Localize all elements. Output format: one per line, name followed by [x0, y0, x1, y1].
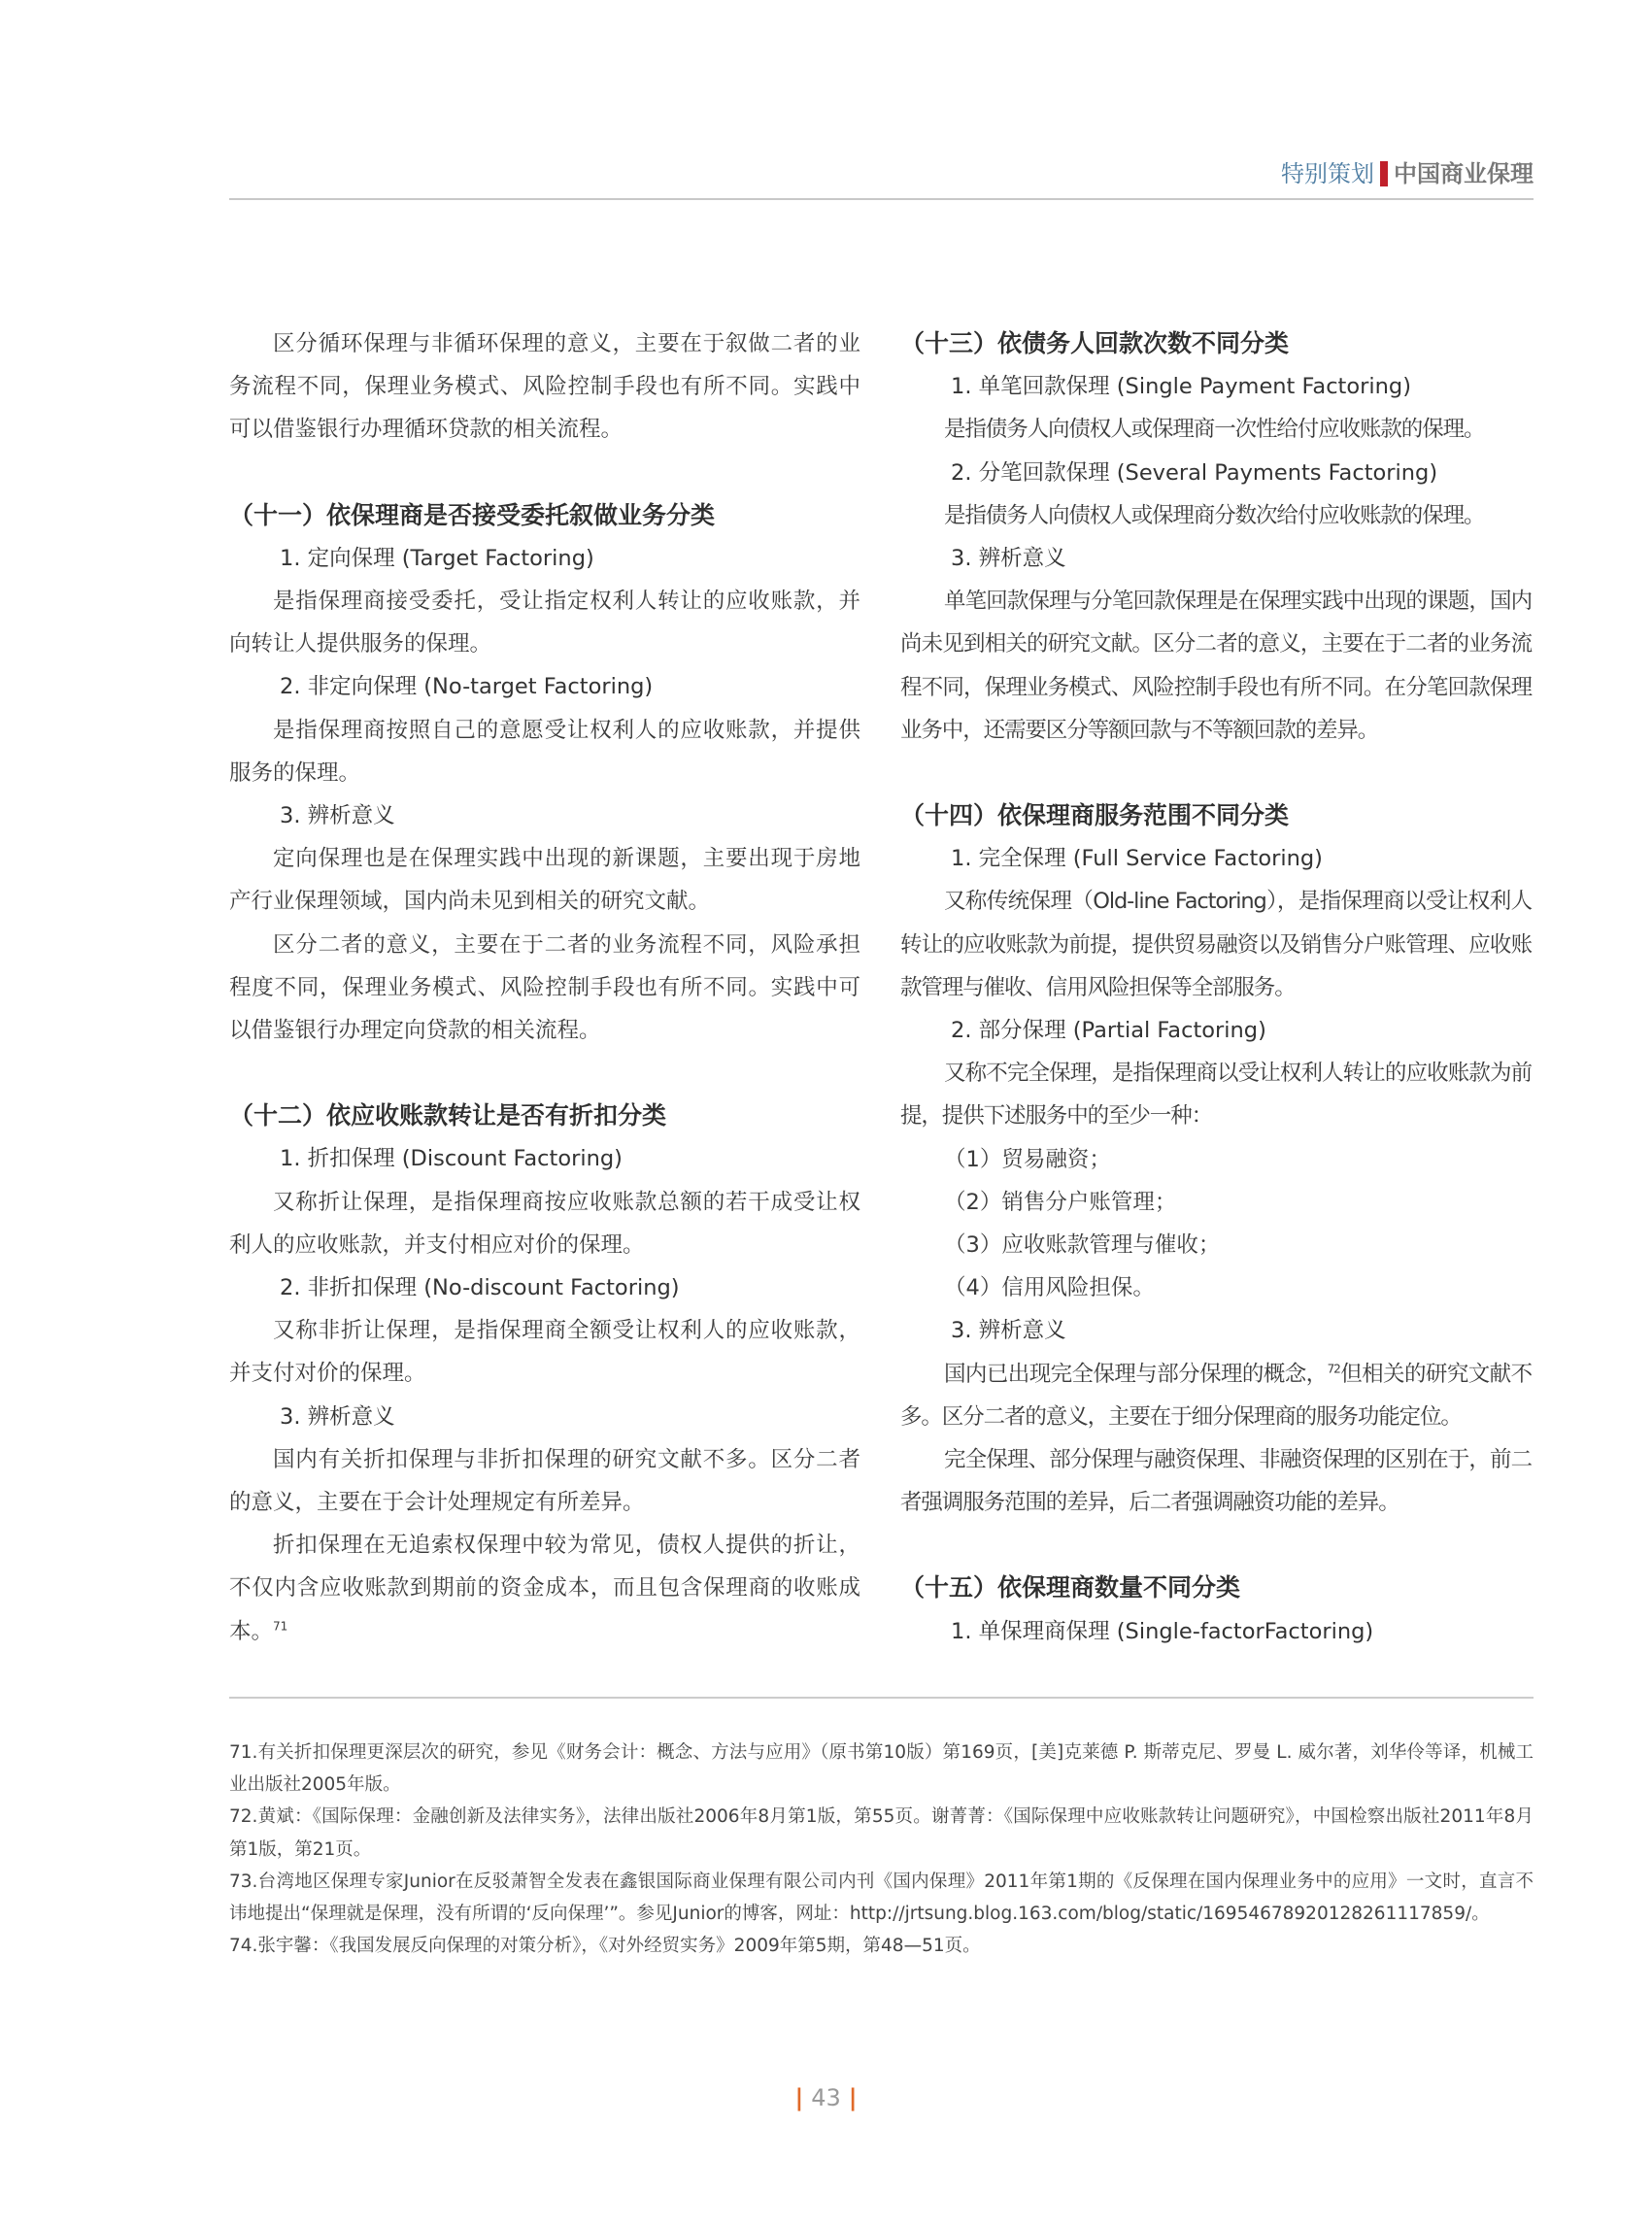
section-14-para-3-text-b: 但相关的研究文献不多。区分二者的意义，主要在于细分保理商的服务功能定位。 [900, 1361, 1532, 1430]
section-12-heading-1: 1. 折扣保理 (Discount Factoring) [280, 1146, 623, 1172]
section-15-heading-1: 1. 单保理商保理 (Single-factorFactoring) [951, 1618, 1374, 1644]
section-13-para-2: 是指债务人向债权人或保理商分数次给付应收账款的保理。 [944, 502, 1485, 528]
section-14-heading-3: 3. 辨析意义 [951, 1318, 1066, 1344]
section-12-para-4 [229, 1524, 860, 1653]
page-number [0, 2084, 1652, 2111]
section-gap [229, 1052, 860, 1095]
section-11-para-3: 定向保理也是在保理实践中出现的新课题，主要出现于房地产行业保理领域，国内尚未见到相关的研究文献。 [229, 846, 860, 915]
section-11-para-2: 是指保理商按照自己的意愿受让权利人的应收账款，并提供服务的保理。 [229, 717, 860, 786]
footnote-ref-72[interactable]: 72 [1327, 1362, 1340, 1376]
section-12-heading-2: 2. 非折扣保理 (No-discount Factoring) [280, 1275, 680, 1301]
section-13-para-1: 是指债务人向债权人或保理商一次性给付应收账款的保理。 [944, 417, 1485, 443]
page-number-bar-right: | [848, 2084, 858, 2111]
list-item: （3）应收账款管理与催收； [944, 1232, 1221, 1259]
section-14-heading-2: 2. 部分保理 (Partial Factoring) [951, 1018, 1266, 1044]
section-12-para-1: 又称折让保理，是指保理商按应收账款总额的若干成受让权利人的应收账款，并支付相应对价的保理。 [229, 1189, 860, 1258]
section-11-title: （十一）依保理商是否接受委托叙做业务分类 [229, 500, 716, 529]
section-13-title: （十三）依债务人回款次数不同分类 [900, 329, 1290, 357]
footnote-71: 71.有关折扣保理更深层次的研究，参见《财务会计：概念、方法与应用》（原书第10版）第169页，[美]克莱德 P. 斯蒂克尼、罗曼 L. 威尔著，刘华伶等译，机械工业出版社2005年版。 [229, 1742, 1534, 1796]
section-12-para-4-text: 折扣保理在无追索权保理中较为常见，债权人提供的折让，不仅内含应收账款到期前的资金成本，而且包含保理商的收账成本。 [229, 1533, 860, 1644]
footnote-74: 74.张宇馨：《我国发展反向保理的对策分析》，《对外经贸实务》2009年第5期，第48—51页。 [229, 1936, 981, 1957]
footnote-72: 72.黄斌：《国际保理：金融创新及法律实务》，法律出版社2006年8月第1版，第55页。谢菁菁：《国际保理中应收账款转让问题研究》，中国检察出版社2011年8月第1版，第21页。 [229, 1806, 1534, 1860]
list-item: （1）贸易融资； [944, 1146, 1111, 1172]
header-rule [229, 198, 1534, 200]
header-divider-bar [1380, 161, 1388, 186]
section-11-heading-1: 1. 定向保理 (Target Factoring) [280, 545, 594, 571]
section-14-para-1: 又称传统保理（Old-line Factoring），是指保理商以受让权利人转让的应收账款为前提，提供贸易融资以及销售分户账管理、应收账款管理与催收、信用风险担保等全部服务。 [900, 889, 1532, 1000]
section-13-heading-3: 3. 辨析意义 [951, 546, 1066, 572]
header-category: 特别策划 [1281, 160, 1374, 187]
right-column [900, 322, 1532, 1653]
section-14-para-3-text-a: 国内已出现完全保理与部分保理的概念， [944, 1361, 1328, 1387]
footnote-ref-71[interactable]: 71 [273, 1619, 288, 1634]
section-12-title: （十二）依应收账款转让是否有折扣分类 [229, 1101, 667, 1130]
running-header [229, 152, 1534, 196]
intro-paragraph: 区分循环保理与非循环保理的意义，主要在于叙做二者的业务流程不同，保理业务模式、风险控制手段也有所不同。实践中可以借鉴银行办理循环贷款的相关流程。 [229, 331, 860, 443]
page-number-value: 43 [811, 2084, 841, 2111]
section-12-para-2: 又称非折让保理，是指保理商全额受让权利人的应收账款，并支付对价的保理。 [229, 1318, 860, 1387]
left-column [229, 322, 860, 1653]
list-item: （4）信用风险担保。 [944, 1275, 1155, 1301]
section-14-title: （十四）依保理商服务范围不同分类 [900, 801, 1290, 830]
section-gap [900, 752, 1532, 794]
section-12-heading-3: 3. 辨析意义 [280, 1403, 395, 1430]
section-11-para-4: 区分二者的意义，主要在于二者的业务流程不同，风险承担程度不同，保理业务模式、风险控制手段也有所不同。实践中可以借鉴银行办理定向贷款的相关流程。 [229, 931, 860, 1044]
section-12-para-3: 国内有关折扣保理与非折扣保理的研究文献不多。区分二者的意义，主要在于会计处理规定有所差异。 [229, 1446, 860, 1516]
section-gap [900, 1524, 1532, 1567]
section-gap [229, 452, 860, 494]
section-14-para-4: 完全保理、部分保理与融资保理、非融资保理的区别在于，前二者强调服务范围的差异，后二者强调融资功能的差异。 [900, 1447, 1532, 1516]
footnote-rule [229, 1697, 1534, 1699]
page-number-bar-left: | [794, 2084, 804, 2111]
section-14-para-2: 又称不完全保理，是指保理商以受让权利人转让的应收账款为前提，提供下述服务中的至少一种： [900, 1061, 1532, 1130]
section-13-heading-2: 2. 分笔回款保理 (Several Payments Factoring) [951, 459, 1438, 486]
section-13-heading-1: 1. 单笔回款保理 (Single Payment Factoring) [951, 374, 1411, 400]
section-11-para-1: 是指保理商接受委托，受让指定权利人转让的应收账款，并向转让人提供服务的保理。 [229, 589, 860, 658]
section-11-heading-2: 2. 非定向保理 (No-target Factoring) [280, 674, 654, 700]
section-11-heading-3: 3. 辨析意义 [280, 803, 395, 829]
section-13-para-3: 单笔回款保理与分笔回款保理是在保理实践中出现的课题，国内尚未见到相关的研究文献。区分二者的意义，主要在于二者的业务流程不同，保理业务模式、风险控制手段也有所不同。在分笔回款保理业务中，还需要区分等额回款与不等额回款的差异。 [900, 589, 1532, 743]
section-14-heading-1: 1. 完全保理 (Full Service Factoring) [951, 846, 1323, 872]
header-title: 中国商业保理 [1394, 160, 1534, 187]
section-15-title: （十五）依保理商数量不同分类 [900, 1573, 1241, 1602]
footnote-73: 73.台湾地区保理专家Junior在反驳萧智全发表在鑫银国际商业保理有限公司内刊《国内保理》2011年第1期的《反保理在国内保理业务中的应用》一文时，直言不讳地提出“保理就是保理，没有所谓的‘反向保理’”。参见Junior的博客，网址：http://jrtsung.blog.163.com/blog/static/16954678920128261117859/。 [229, 1871, 1534, 1925]
footnotes [229, 1737, 1534, 1962]
section-14-para-3 [900, 1353, 1532, 1438]
list-item: （2）销售分户账管理； [944, 1189, 1177, 1215]
